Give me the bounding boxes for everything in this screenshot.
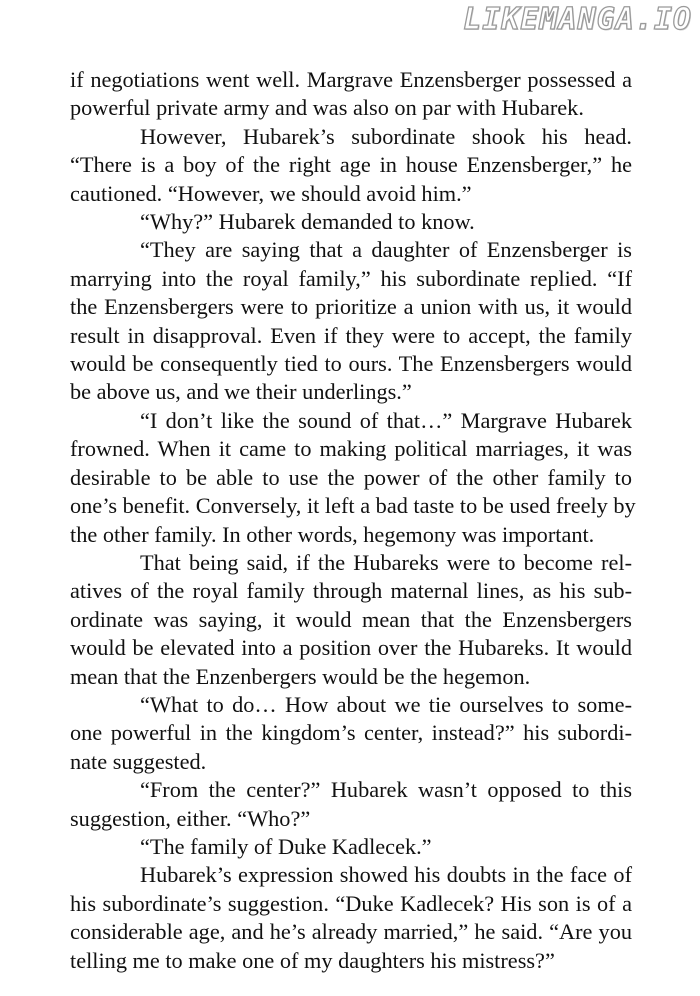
text-line: if negotiations went well. Margrave Enzensberger possessed a: [70, 67, 632, 92]
text-line: cautioned. “However, we should avoid him.”: [70, 180, 472, 206]
text-line: frowned. When it came to making political marriages, it was: [70, 436, 632, 462]
text-line: nate suggested.: [70, 748, 207, 774]
text-line: “I don’t like the sound of that…” Margrave Hubarek: [140, 407, 632, 433]
text-line: Hubarek’s expression showed his doubts in the face of: [140, 862, 632, 888]
text-line: the Enzensbergers were to prioritize a union with us, it would: [70, 294, 632, 320]
text-line: be above us, and we their underlings.”: [70, 379, 412, 405]
text-line: marrying into the royal family,” his subordinate replied. “If: [70, 265, 632, 291]
text-line: “Why?” Hubarek demanded to know.: [140, 209, 475, 235]
text-line: desirable to be able to use the power of the other family to: [70, 464, 632, 490]
text-line: However, Hubarek’s subordinate shook his head.: [140, 123, 632, 149]
text-line: result in disapproval. Even if they were to accept, the family: [70, 322, 632, 348]
text-line: “From the center?” Hubarek wasn’t opposed to this: [140, 777, 632, 803]
text-line: “They are saying that a daughter of Enzensberger is: [140, 237, 632, 263]
text-line: atives of the royal family through maternal lines, as his sub-: [70, 578, 632, 604]
text-line: suggestion, either. “Who?”: [70, 805, 311, 831]
text-line: “The family of Duke Kadlecek.”: [140, 833, 432, 859]
novel-text-body: [70, 66, 636, 975]
site-watermark: LIKEMANGA.IO: [463, 2, 692, 37]
text-line: would be elevated into a position over the Hubareks. It would: [70, 635, 632, 661]
text-line: “There is a boy of the right age in house Enzensberger,” he: [70, 152, 632, 178]
text-line: ordinate was saying, it would mean that the Enzensbergers: [70, 606, 632, 632]
text-line: That being said, if the Hubareks were to become rel-: [140, 549, 632, 575]
text-line: “What to do… How about we tie ourselves to some-: [140, 691, 632, 717]
text-line: would be consequently tied to ours. The Enzensbergers would: [70, 351, 632, 377]
text-line: one powerful in the kingdom’s center, instead?” his subordi-: [70, 720, 632, 746]
text-line: his subordinate’s suggestion. “Duke Kadlecek? His son is of a: [70, 890, 632, 916]
text-line: the other family. In other words, hegemony was important.: [70, 521, 595, 547]
text-line: considerable age, and he’s already married,” he said. “Are you: [70, 919, 632, 945]
text-line: powerful private army and was also on par with Hubarek.: [70, 95, 584, 121]
text-line: telling me to make one of my daughters his mistress?”: [70, 947, 555, 973]
text-line: mean that the Enzenbergers would be the hegemon.: [70, 663, 531, 689]
text-line: one’s benefit. Conversely, it left a bad taste to be used freely by: [70, 493, 636, 519]
